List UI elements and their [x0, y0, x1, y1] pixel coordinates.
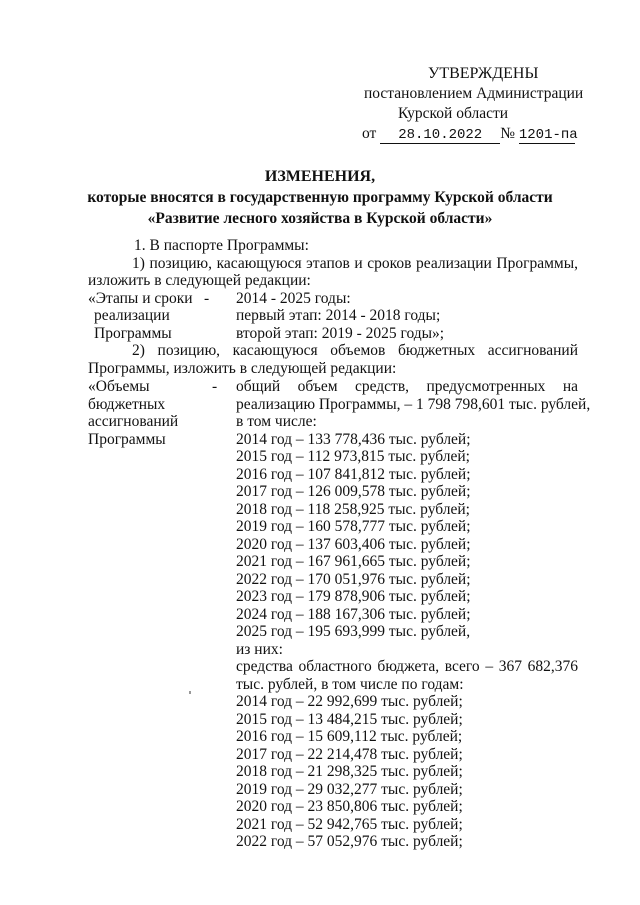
- total-by-year-list: [236, 431, 578, 641]
- approval-region: Курской области: [398, 105, 509, 122]
- funding-values: [236, 378, 591, 851]
- item-1: 1. В паспорте Программы:: [134, 237, 309, 254]
- year-line: 2021 год – 167 961,665 тыс. рублей;: [236, 553, 471, 570]
- document-title: [60, 166, 580, 229]
- year-line: 2015 год – 13 484,215 тыс. рублей;: [236, 710, 463, 728]
- funding-label-3: ассигнований: [88, 413, 179, 430]
- funding-label-4: Программы: [88, 430, 166, 448]
- regional-line-2: тыс. рублей, в том числе по годам:: [236, 675, 464, 693]
- title-line-3: «Развитие лесного хозяйства в Курской области»: [147, 210, 493, 227]
- year-line: 2014 год – 133 778,436 тыс. рублей;: [236, 430, 471, 448]
- title-line-2: которые вносятся в государственную программу Курской области: [87, 189, 553, 206]
- funding-intro-2: реализацию Программы, – 1 798 798,601 тыс. рублей,: [236, 395, 591, 413]
- funding-dash: -: [212, 378, 218, 395]
- year-line: 2018 год – 118 258,925 тыс. рублей;: [236, 500, 470, 518]
- approval-number: 1201-па: [518, 127, 578, 143]
- approval-date: 28.10.2022: [380, 127, 500, 144]
- year-line: 2017 год – 22 214,478 тыс. рублей;: [236, 745, 463, 763]
- item-1-2-line-1: 2) позицию, касающуюся объемов бюджетных ассигнований: [132, 342, 578, 359]
- year-line: 2017 год – 126 009,578 тыс. рублей;: [236, 483, 471, 500]
- regional-line-1: средства областного бюджета, всего – 367 682,376: [236, 658, 578, 675]
- funding-label-1: «Объемы: [88, 378, 150, 395]
- approval-issuer: постановлением Администрации: [364, 85, 584, 102]
- item-1-1-line-1: 1) позицию, касающуюся этапов и сроков реализации Программы,: [132, 255, 578, 272]
- year-line: 2022 год – 170 051,976 тыс. рублей;: [236, 570, 471, 588]
- stages-dash: -: [204, 290, 210, 307]
- stages-label-1: «Этапы и сроки: [88, 290, 193, 307]
- number-label: №: [500, 125, 515, 142]
- year-line: 2019 год – 160 578,777 тыс. рублей;: [236, 518, 471, 535]
- year-line: 2021 год – 52 942,765 тыс. рублей;: [236, 815, 463, 833]
- year-line: 2022 год – 57 052,976 тыс. рублей;: [236, 833, 463, 850]
- year-line: 2016 год – 15 609,112 тыс. рублей;: [236, 728, 463, 745]
- title-main: ИЗМЕНЕНИЯ,: [264, 168, 376, 185]
- funding-label-2: бюджетных: [88, 395, 166, 413]
- of-them: из них:: [236, 640, 283, 658]
- approval-date-number: [362, 124, 592, 144]
- year-line: 2025 год – 195 693,999 тыс. рублей,: [236, 623, 471, 640]
- year-line: 2020 год – 23 850,806 тыс. рублей;: [236, 798, 463, 815]
- scan-mark: [189, 691, 191, 694]
- stages-label-3: Программы: [94, 325, 172, 342]
- funding-intro-3: в том числе:: [236, 413, 317, 430]
- year-line: 2024 год – 188 167,306 тыс. рублей;: [236, 605, 471, 623]
- year-line: 2023 год – 179 878,906 тыс. рублей;: [236, 588, 471, 605]
- item-1-2-line-2: Программы, изложить в следующей редакции:: [88, 360, 397, 377]
- year-line: 2019 год – 29 032,277 тыс. рублей;: [236, 780, 463, 798]
- stages-label-2: реализации: [94, 307, 170, 324]
- year-line: 2018 год – 21 298,325 тыс. рублей;: [236, 763, 463, 780]
- approval-stamp: [362, 64, 592, 144]
- approval-heading: УТВЕРЖДЕНЫ: [428, 65, 539, 82]
- year-line: 2015 год – 112 973,815 тыс. рублей;: [236, 448, 470, 465]
- stages-value-2: первый этап: 2014 - 2018 годы;: [236, 307, 441, 324]
- stages-value-3: второй этап: 2019 - 2025 годы»;: [236, 325, 445, 342]
- year-line: 2016 год – 107 841,812 тыс. рублей;: [236, 465, 471, 483]
- stages-value-1: 2014 - 2025 годы:: [236, 290, 351, 307]
- from-label: от: [362, 125, 377, 142]
- funding-label: [88, 378, 178, 448]
- year-line: 2020 год – 137 603,406 тыс. рублей;: [236, 535, 471, 553]
- funding-intro-1: общий объем средств, предусмотренных на: [236, 378, 578, 395]
- year-line: 2014 год – 22 992,699 тыс. рублей;: [236, 693, 463, 710]
- item-1-1-line-2: изложить в следующей редакции:: [88, 272, 311, 289]
- regional-by-year-list: [236, 693, 578, 851]
